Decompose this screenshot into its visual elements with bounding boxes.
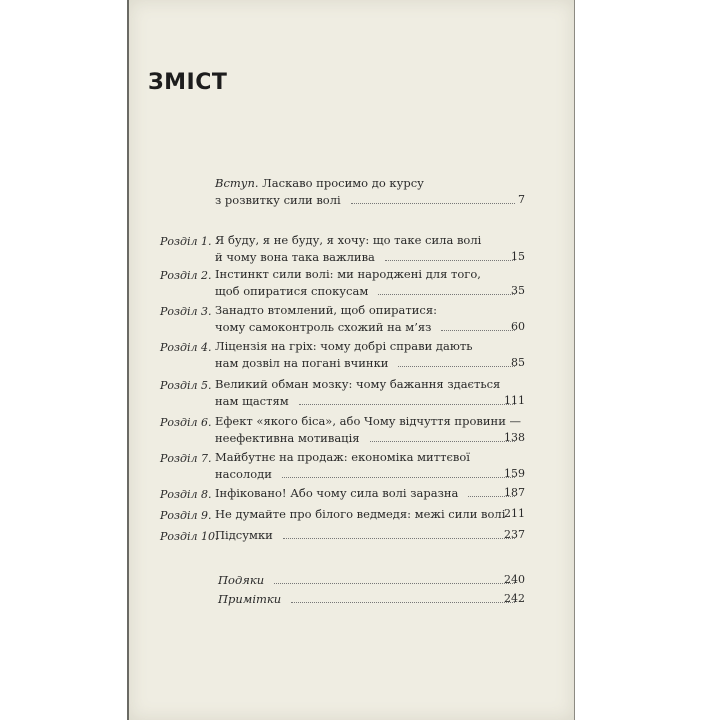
page-number: 237	[504, 528, 525, 541]
chapter-title-line1: Великий обман мозку: чому бажання здається	[215, 377, 501, 391]
chapter-label: Розділ 1.	[160, 235, 212, 248]
page-title: ЗМІСТ	[148, 70, 228, 95]
back-matter-title: Примітки	[218, 592, 282, 606]
toc-entry-line2	[215, 193, 525, 207]
chapter-label: Розділ 4.	[160, 341, 212, 354]
chapter-title-line2: й чому вона така важлива	[215, 250, 375, 264]
chapter-title-line1: Ефект «якого біса», або Чому відчуття провини —	[215, 414, 522, 428]
intro-line2: з розвитку сили волі	[215, 193, 341, 207]
dot-leader	[385, 259, 515, 261]
dot-leader	[398, 365, 515, 367]
dot-leader	[282, 476, 515, 478]
dot-leader	[441, 329, 515, 331]
page-number: 138	[504, 431, 525, 444]
chapter-title-line1: Я буду, я не буду, я хочу: що таке сила волі	[215, 233, 482, 247]
chapter-title-line1: Занадто втомлений, щоб опиратися:	[215, 303, 437, 317]
dot-leader	[378, 293, 515, 295]
chapter-title-line2: щоб опиратися спокусам	[215, 284, 369, 298]
dot-leader	[299, 403, 515, 405]
chapter-title-line1: Майбутнє на продаж: економіка миттєвої	[215, 450, 470, 464]
chapter-label: Розділ 9.	[160, 509, 212, 522]
chapter-label: Розділ 5.	[160, 379, 212, 392]
chapter-title-line1: Ліцензія на гріх: чому добрі справи дають	[215, 339, 473, 353]
dot-leader	[274, 582, 515, 584]
chapter-title-line2: чому самоконтроль схожий на м’яз	[215, 320, 432, 334]
chapter-title-line2: неефективна мотивація	[215, 431, 360, 445]
dot-leader	[370, 440, 515, 442]
chapter-title-line2: нам щастям	[215, 394, 289, 408]
page-number: 7	[518, 193, 525, 206]
page-number: 35	[511, 284, 525, 297]
page-number: 60	[511, 320, 525, 333]
chapter-title-line1: Інстинкт сили волі: ми народжені для того,	[215, 267, 481, 281]
page-number: 240	[504, 573, 525, 586]
intro-prefix: Вступ.	[215, 176, 259, 190]
page-number: 187	[504, 486, 525, 499]
dot-leader	[283, 537, 515, 539]
page-number: 15	[511, 250, 525, 263]
chapter-title-line1: Підсумки	[215, 528, 273, 542]
page-number: 111	[504, 394, 525, 407]
chapter-title-line1: Інфіковано! Або чому сила волі заразна	[215, 486, 459, 500]
dot-leader	[291, 601, 515, 603]
back-matter-title: Подяки	[218, 573, 265, 587]
chapter-label: Розділ 3.	[160, 305, 212, 318]
page-number: 211	[504, 507, 525, 520]
chapter-label: Розділ 7.	[160, 452, 212, 465]
chapter-label: Розділ 8.	[160, 488, 212, 501]
chapter-title-line1: Не думайте про білого ведмедя: межі сили волі	[215, 507, 506, 521]
chapter-label: Розділ 2.	[160, 269, 212, 282]
intro-line1: Ласкаво просимо до курсу	[258, 176, 424, 190]
dot-leader	[351, 202, 515, 204]
toc-entry-line1	[215, 176, 525, 190]
chapter-title-line2: нам дозвіл на погані вчинки	[215, 356, 389, 370]
chapter-title-line2: насолоди	[215, 467, 272, 481]
page-number: 242	[504, 592, 525, 605]
chapter-label: Розділ 10.	[160, 530, 219, 543]
chapter-label: Розділ 6.	[160, 416, 212, 429]
page-number: 85	[511, 356, 525, 369]
page-number: 159	[504, 467, 525, 480]
